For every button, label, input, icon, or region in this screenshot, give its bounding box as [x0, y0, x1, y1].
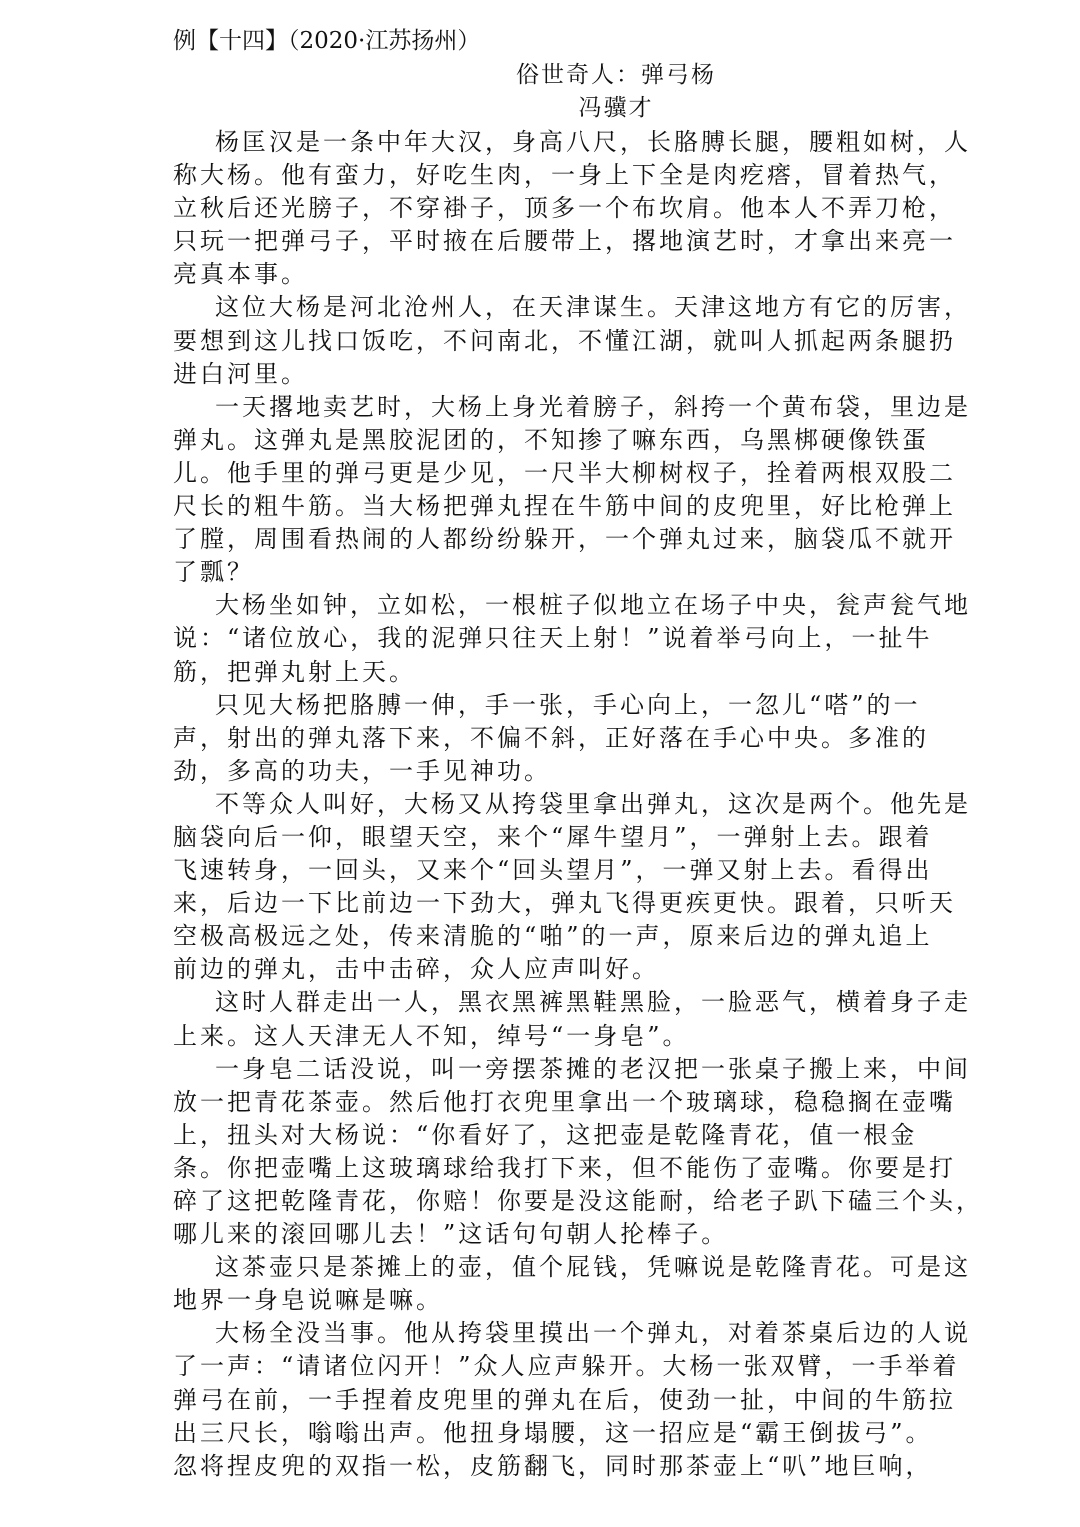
paragraph-line: 亮真本事。 — [173, 260, 308, 289]
paragraph-line: 弹丸。这弹丸是黑胶泥团的，不知掺了嘛东西，乌黑梆硬像铁蛋 — [173, 425, 929, 454]
example-heading: 例【十四】（2020·江苏扬州） — [173, 28, 481, 54]
paragraph — [173, 788, 971, 987]
paragraph-line: 上来。这人天津无人不知，绰号“一身皂”。 — [173, 1021, 690, 1050]
paragraph-line: 出三尺长，嗡嗡出声。他扭身塌腰，这一招应是“霸王倒拔弓”。 — [173, 1418, 933, 1447]
article-title: 俗世奇人：弹弓杨 — [516, 62, 716, 88]
paragraph-line: 地界一身皂说嘛是嘛。 — [173, 1286, 443, 1315]
paragraph — [173, 126, 971, 291]
paragraph-line: 尺长的粗牛筋。当大杨把弹丸捏在牛筋中间的皮兜里，好比枪弹上 — [173, 492, 956, 521]
paragraph-line: 了膛，周围看热闹的人都纷纷躲开，一个弹丸过来，脑袋瓜不就开 — [173, 525, 956, 554]
paragraph-line: 杨匡汉是一条中年大汉，身高八尺，长胳膊长腿，腰粗如树，人 — [215, 128, 971, 156]
paragraph-line: 立秋后还光膀子，不穿褂子，顶多一个布坎肩。他本人不弄刀枪， — [173, 194, 956, 223]
paragraph — [173, 1251, 971, 1317]
paragraph-line: 声，射出的弹丸落下来，不偏不斜，正好落在手心中央。多准的 — [173, 723, 929, 752]
paragraph-line: 一天撂地卖艺时，大杨上身光着膀子，斜挎一个黄布袋，里边是 — [215, 392, 971, 421]
paragraph-line: 大杨坐如钟，立如松，一根桩子似地立在场子中央，瓮声瓮气地 — [215, 591, 971, 620]
paragraph-line: 来，后边一下比前边一下劲大，弹丸飞得更疾更快。跟着，只听天 — [173, 889, 956, 918]
paragraph — [173, 689, 929, 788]
paragraph-line: 要想到这儿找口饭吃，不问南北，不懂江湖，就叫人抓起两条腿扔 — [173, 326, 956, 355]
paragraph — [173, 589, 971, 688]
paragraph-line: 前边的弹丸，击中击碎，众人应声叫好。 — [173, 955, 659, 984]
paragraph-line: 大杨全没当事。他从挎袋里摸出一个弹丸，对着茶桌后边的人说 — [215, 1319, 971, 1348]
article-author: 冯骥才 — [578, 95, 654, 121]
paragraph-line: 只玩一把弹弓子，平时掖在后腰带上，撂地演艺时，才拿出来亮一 — [173, 227, 956, 256]
paragraph-line: 了瓢？ — [173, 558, 254, 587]
paragraph-line: 脑袋向后一仰，眼望天空，来个“犀牛望月”，一弹射上去。跟着 — [173, 822, 933, 851]
paragraph-line: 了一声：“请诸位闪开！”众人应声躲开。大杨一张双臂，一手举着 — [173, 1352, 960, 1381]
paragraph-line: 一身皂二话没说，叫一旁摆茶摊的老汉把一张桌子搬上来，中间 — [215, 1054, 971, 1083]
paragraph-line: 空极高极远之处，传来清脆的“啪”的一声，原来后边的弹丸追上 — [173, 922, 933, 951]
paragraph-line: 放一把青花茶壶。然后他打衣兜里拿出一个玻璃球，稳稳搁在壶嘴 — [173, 1087, 956, 1116]
paragraph-line: 碎了这把乾隆青花，你赔！你要是没这能耐，给老子趴下磕三个头， — [173, 1187, 983, 1215]
paragraph — [173, 291, 971, 390]
paragraph — [173, 1317, 971, 1482]
paragraph-line: 进白河里。 — [173, 359, 308, 388]
paragraph-line: 条。你把壶嘴上这玻璃球给我打下来，但不能伤了壶嘴。你要是打 — [173, 1153, 956, 1182]
paragraph-line: 劲，多高的功夫，一手见神功。 — [173, 756, 551, 785]
paragraph — [173, 391, 971, 590]
paragraph-line: 筋，把弹丸射上天。 — [173, 657, 416, 686]
paragraph-line: 飞速转身，一回头，又来个“回头望月”，一弹又射上去。看得出 — [173, 856, 933, 885]
paragraph — [173, 986, 971, 1052]
paragraph-line: 哪儿来的滚回哪儿去！”这话句句朝人抡棒子。 — [173, 1220, 729, 1249]
paragraph-line: 称大杨。他有蛮力，好吃生肉，一身上下全是肉疙瘩，冒着热气， — [173, 161, 956, 190]
paragraph-line: 说：“诸位放心，我的泥弹只往天上射！”说着举弓向上，一扯牛 — [173, 624, 933, 653]
paragraph-line: 不等众人叫好，大杨又从挎袋里拿出弹丸，这次是两个。他先是 — [215, 789, 971, 818]
paragraph-line: 这位大杨是河北沧州人，在天津谋生。天津这地方有它的厉害， — [215, 293, 971, 322]
paragraph — [173, 1053, 983, 1252]
paragraph-line: 弹弓在前，一手捏着皮兜里的弹丸在后，使劲一扯，中间的牛筋拉 — [173, 1385, 956, 1414]
paragraph-line: 只见大杨把胳膊一伸，手一张，手心向上，一忽儿“嗒”的一 — [215, 690, 921, 719]
paragraph-line: 这时人群走出一人，黑衣黑裤黑鞋黑脸，一脸恶气，横着身子走 — [215, 988, 971, 1017]
paragraph-line: 儿。他手里的弹弓更是少见，一尺半大柳树杈子，拴着两根双股二 — [173, 458, 956, 487]
paragraph-line: 上，扭头对大杨说：“你看好了，这把壶是乾隆青花，值一根金 — [173, 1120, 918, 1149]
article-body — [173, 126, 983, 1483]
paragraph-line: 这茶壶只是茶摊上的壶，值个屁钱，凭嘛说是乾隆青花。可是这 — [215, 1253, 971, 1282]
paragraph-line: 忽将捏皮兜的双指一松，皮筋翻飞，同时那茶壶上“叭”地巨响， — [173, 1451, 933, 1480]
